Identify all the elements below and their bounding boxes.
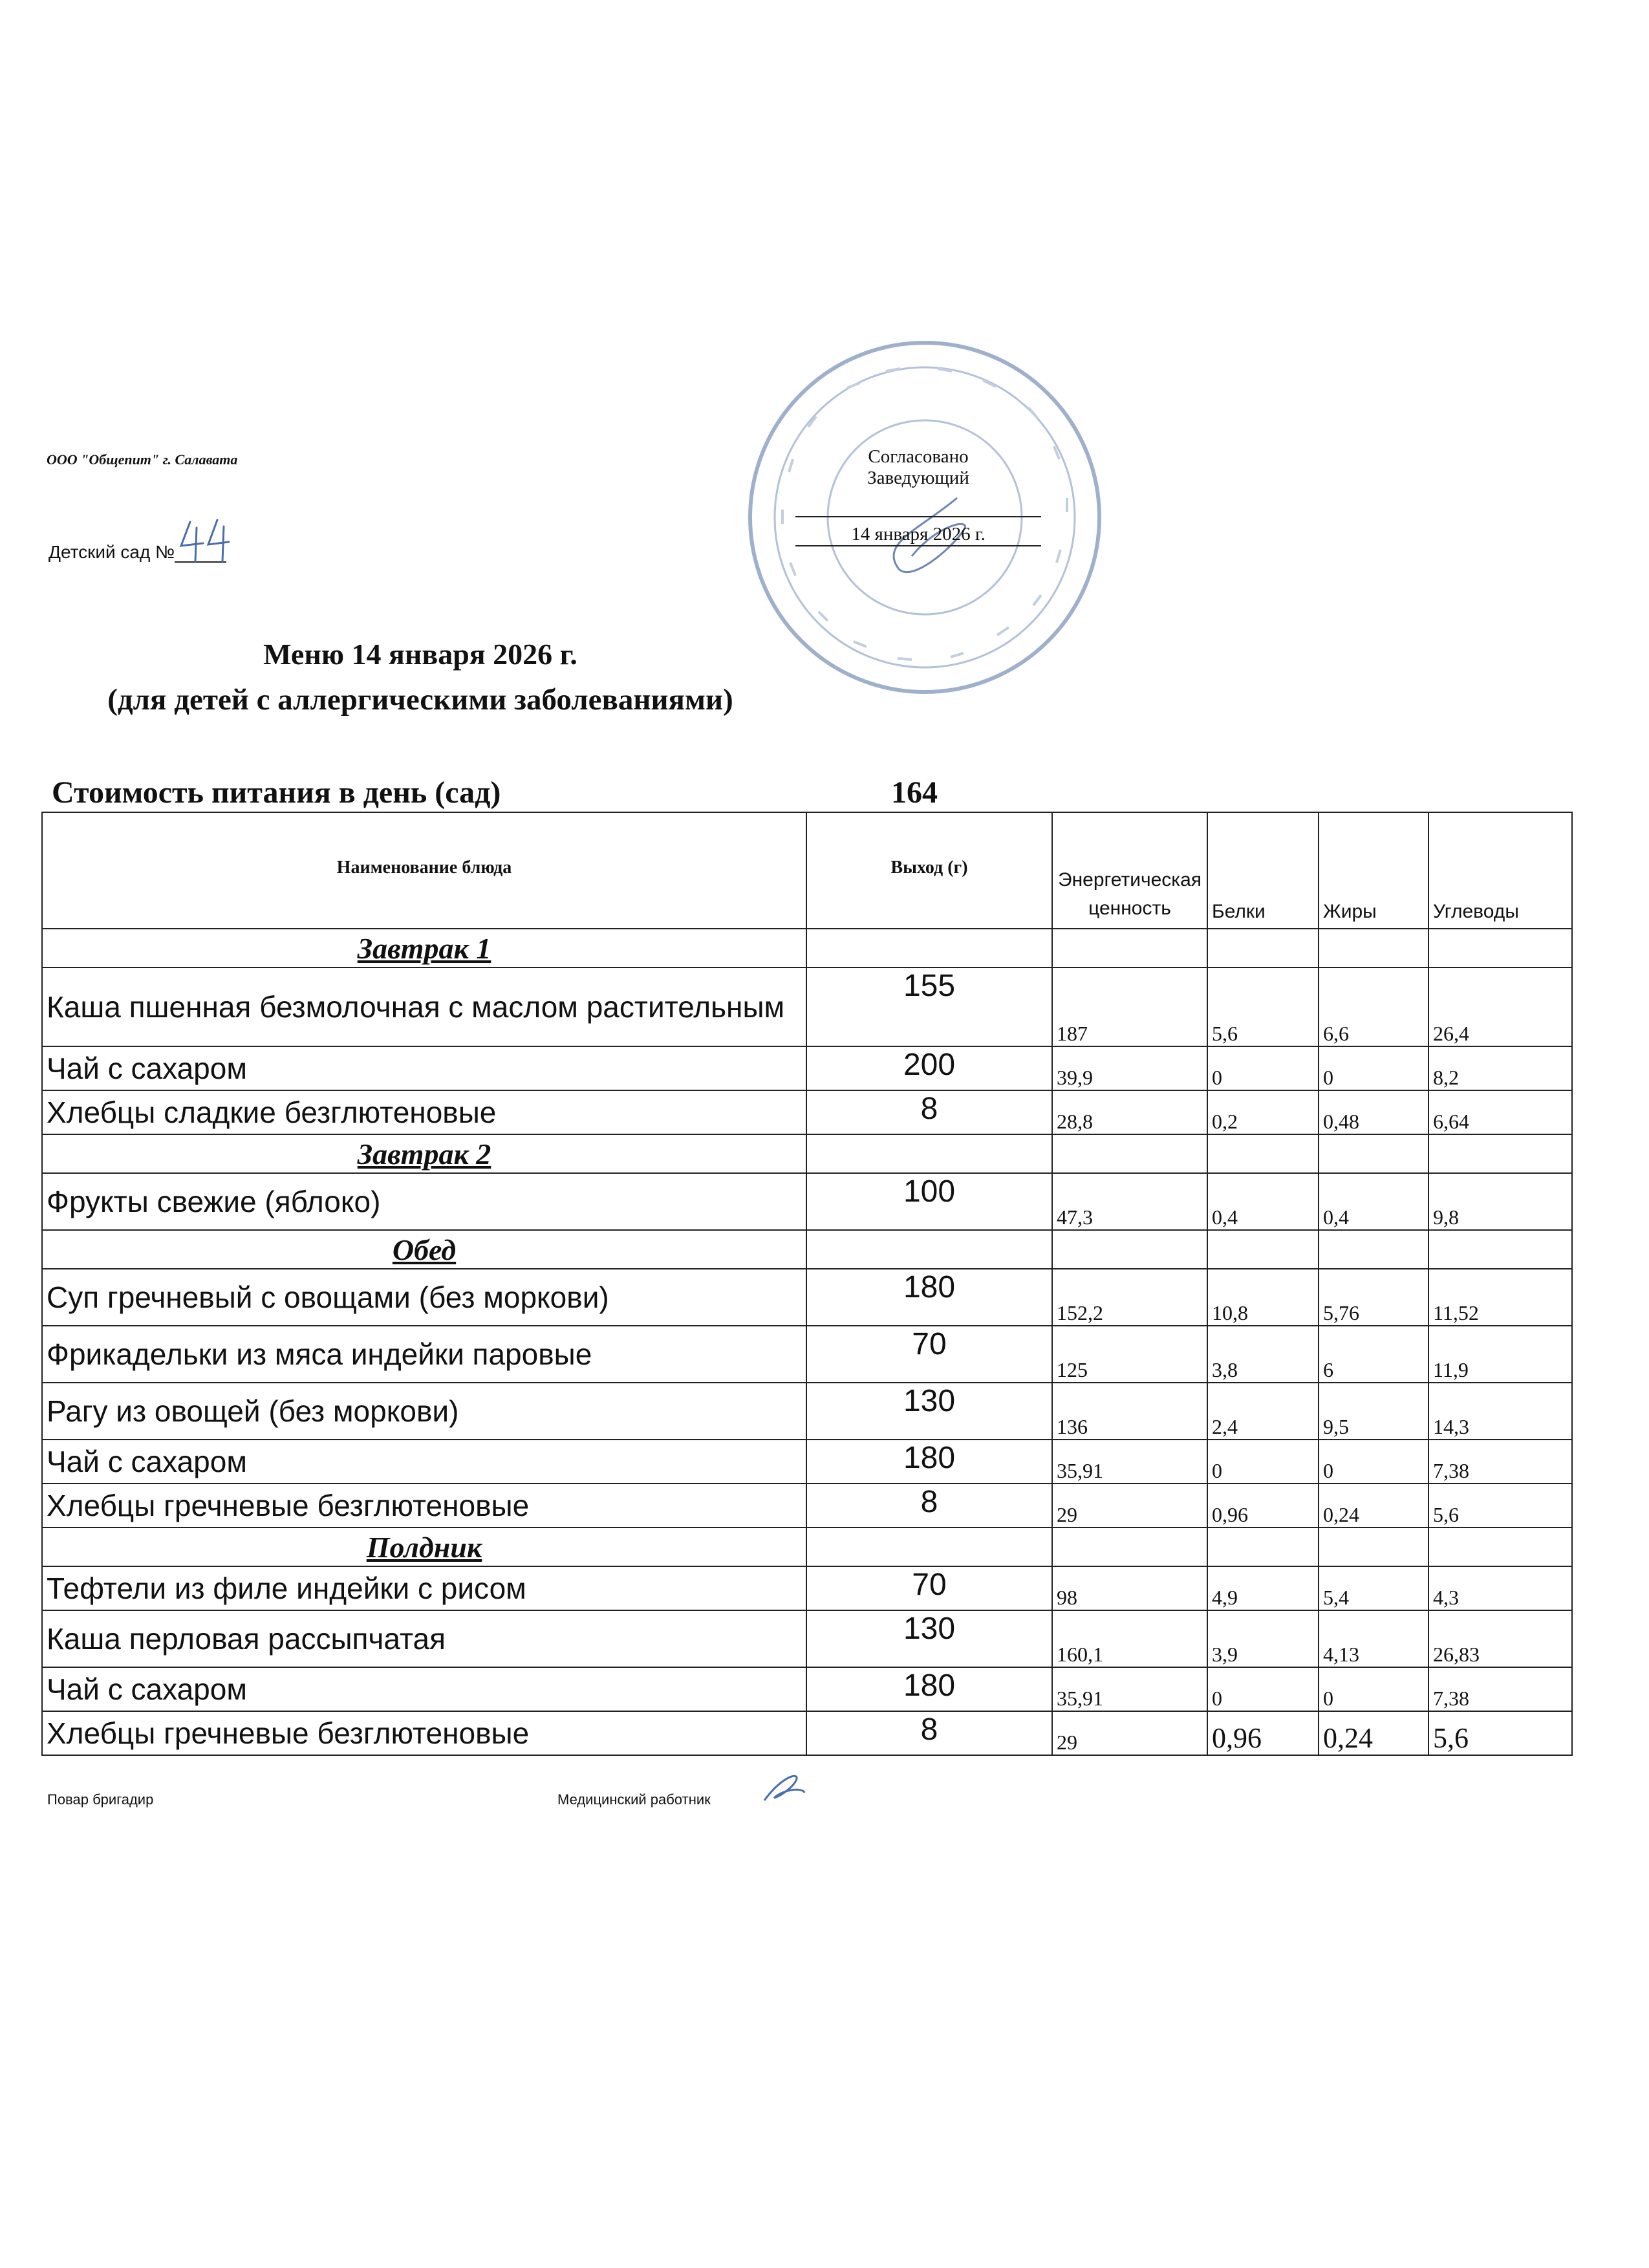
fats-value: 9,5: [1319, 1383, 1428, 1440]
table-header-row: [42, 812, 1572, 929]
dish-name: Каша пшенная безмолочная с маслом растительным: [42, 967, 806, 1046]
organization-name: ООО "Общепит" г. Салавата: [47, 451, 238, 468]
table-row: [42, 1173, 1572, 1230]
medic-label: [557, 1791, 711, 1808]
dish-output: 130: [806, 1610, 1052, 1667]
proteins-value: 0: [1207, 1440, 1319, 1484]
header-proteins: Белки: [1207, 812, 1319, 929]
proteins-value: 5,6: [1207, 967, 1319, 1046]
medic-signature: [758, 1769, 810, 1808]
empty-cell: [1052, 929, 1207, 967]
empty-cell: [1207, 929, 1319, 967]
dish-output: 180: [806, 1440, 1052, 1484]
carbs-value: 26,83: [1428, 1610, 1572, 1667]
section-row: [42, 1134, 1572, 1173]
proteins-value: 3,8: [1207, 1326, 1319, 1383]
proteins-value: 4,9: [1207, 1566, 1319, 1610]
dish-name: Хлебцы гречневые безглютеновые: [42, 1711, 806, 1755]
approval-date: 14 января 2026 г.: [795, 517, 1041, 546]
dish-output: 8: [806, 1090, 1052, 1134]
fats-value: 0,24: [1319, 1711, 1428, 1755]
approval-block: [795, 446, 1041, 546]
header-name: Наименование блюда: [42, 812, 806, 929]
dish-name: Суп гречневый с овощами (без моркови): [42, 1269, 806, 1326]
kindergarten-number-field: [175, 542, 226, 563]
carbs-value: 8,2: [1428, 1046, 1572, 1090]
empty-cell: [806, 1230, 1052, 1269]
medic-label-text: Медицинский работник: [557, 1791, 711, 1808]
energy-value: 98: [1052, 1566, 1207, 1610]
table-row: [42, 1269, 1572, 1326]
energy-value: 35,91: [1052, 1440, 1207, 1484]
header-output: Выход (г): [806, 812, 1052, 929]
header-energy: Энергетическая ценность: [1052, 812, 1207, 929]
dish-output: 180: [806, 1269, 1052, 1326]
carbs-value: 7,38: [1428, 1667, 1572, 1711]
proteins-value: 0,96: [1207, 1484, 1319, 1528]
proteins-value: 0,96: [1207, 1711, 1319, 1755]
empty-cell: [1207, 1230, 1319, 1269]
proteins-value: 0: [1207, 1046, 1319, 1090]
fats-value: 5,4: [1319, 1566, 1428, 1610]
cost-value: 164: [891, 775, 938, 810]
energy-value: 28,8: [1052, 1090, 1207, 1134]
empty-cell: [1428, 1230, 1572, 1269]
table-row: [42, 1383, 1572, 1440]
carbs-value: 4,3: [1428, 1566, 1572, 1610]
menu-table-body: [42, 929, 1572, 1755]
proteins-value: 3,9: [1207, 1610, 1319, 1667]
table-row: [42, 1440, 1572, 1484]
energy-value: 136: [1052, 1383, 1207, 1440]
dish-output: 70: [806, 1566, 1052, 1610]
page-subtitle: (для детей с аллергическими заболеваниями): [107, 683, 733, 717]
empty-cell: [806, 1528, 1052, 1566]
dish-name: Тефтели из филе индейки с рисом: [42, 1566, 806, 1610]
section-title: Завтрак 1: [42, 929, 806, 967]
dish-name: Фрикадельки из мяса индейки паровые: [42, 1326, 806, 1383]
handwritten-number: [177, 519, 235, 564]
fats-value: 0: [1319, 1667, 1428, 1711]
header-fats: Жиры: [1319, 812, 1428, 929]
header-carbs: Углеводы: [1428, 812, 1572, 929]
carbs-value: 11,52: [1428, 1269, 1572, 1326]
dish-name: Фрукты свежие (яблоко): [42, 1173, 806, 1230]
cost-label: Стоимость питания в день (сад): [52, 775, 501, 810]
empty-cell: [1207, 1528, 1319, 1566]
fats-value: 0: [1319, 1440, 1428, 1484]
carbs-value: 5,6: [1428, 1484, 1572, 1528]
dish-name: Рагу из овощей (без моркови): [42, 1383, 806, 1440]
section-title: Завтрак 2: [42, 1134, 806, 1173]
dish-name: Хлебцы гречневые безглютеновые: [42, 1484, 806, 1528]
dish-output: 130: [806, 1383, 1052, 1440]
energy-value: 125: [1052, 1326, 1207, 1383]
energy-value: 160,1: [1052, 1610, 1207, 1667]
empty-cell: [1052, 1134, 1207, 1173]
empty-cell: [1319, 929, 1428, 967]
proteins-value: 0,4: [1207, 1173, 1319, 1230]
fats-value: 4,13: [1319, 1610, 1428, 1667]
fats-value: 0,4: [1319, 1173, 1428, 1230]
empty-cell: [806, 929, 1052, 967]
table-row: [42, 1326, 1572, 1383]
table-row: [42, 1484, 1572, 1528]
energy-value: 152,2: [1052, 1269, 1207, 1326]
dish-output: 100: [806, 1173, 1052, 1230]
empty-cell: [1052, 1528, 1207, 1566]
proteins-value: 0,2: [1207, 1090, 1319, 1134]
proteins-value: 10,8: [1207, 1269, 1319, 1326]
table-row: [42, 1566, 1572, 1610]
carbs-value: 14,3: [1428, 1383, 1572, 1440]
energy-value: 35,91: [1052, 1667, 1207, 1711]
fats-value: 5,76: [1319, 1269, 1428, 1326]
menu-table: [41, 812, 1573, 1756]
approval-position: Заведующий: [867, 468, 969, 488]
proteins-value: 2,4: [1207, 1383, 1319, 1440]
proteins-value: 0: [1207, 1667, 1319, 1711]
table-row: [42, 1610, 1572, 1667]
empty-cell: [1319, 1230, 1428, 1269]
energy-value: 47,3: [1052, 1173, 1207, 1230]
kindergarten-line: [48, 542, 226, 563]
cook-label: Повар бригадир: [47, 1791, 154, 1808]
dish-name: Хлебцы сладкие безглютеновые: [42, 1090, 806, 1134]
energy-value: 39,9: [1052, 1046, 1207, 1090]
dish-output: 8: [806, 1711, 1052, 1755]
kindergarten-label: Детский сад №: [48, 542, 175, 562]
empty-cell: [1052, 1230, 1207, 1269]
empty-cell: [1319, 1528, 1428, 1566]
section-title: Полдник: [42, 1528, 806, 1566]
empty-cell: [1428, 1134, 1572, 1173]
fats-value: 0: [1319, 1046, 1428, 1090]
carbs-value: 9,8: [1428, 1173, 1572, 1230]
dish-output: 155: [806, 967, 1052, 1046]
section-row: [42, 1230, 1572, 1269]
fats-value: 6: [1319, 1326, 1428, 1383]
carbs-value: 5,6: [1428, 1711, 1572, 1755]
energy-value: 29: [1052, 1711, 1207, 1755]
dish-name: Чай с сахаром: [42, 1667, 806, 1711]
dish-name: Каша перловая рассыпчатая: [42, 1610, 806, 1667]
carbs-value: 11,9: [1428, 1326, 1572, 1383]
section-row: [42, 1528, 1572, 1566]
dish-name: Чай с сахаром: [42, 1046, 806, 1090]
fats-value: 0,24: [1319, 1484, 1428, 1528]
section-title: Обед: [42, 1230, 806, 1269]
energy-value: 29: [1052, 1484, 1207, 1528]
page-title: Меню 14 января 2026 г.: [263, 638, 577, 671]
dish-output: 200: [806, 1046, 1052, 1090]
energy-value: 187: [1052, 967, 1207, 1046]
table-row: [42, 1667, 1572, 1711]
table-row: [42, 1046, 1572, 1090]
table-row: [42, 1090, 1572, 1134]
carbs-value: 26,4: [1428, 967, 1572, 1046]
table-row: [42, 1711, 1572, 1755]
table-row: [42, 967, 1572, 1046]
empty-cell: [806, 1134, 1052, 1173]
empty-cell: [1319, 1134, 1428, 1173]
fats-value: 0,48: [1319, 1090, 1428, 1134]
empty-cell: [1428, 1528, 1572, 1566]
dish-output: 8: [806, 1484, 1052, 1528]
fats-value: 6,6: [1319, 967, 1428, 1046]
empty-cell: [1428, 929, 1572, 967]
signature-line: [795, 490, 1041, 517]
approval-heading: Согласовано: [868, 446, 969, 467]
carbs-value: 6,64: [1428, 1090, 1572, 1134]
dish-name: Чай с сахаром: [42, 1440, 806, 1484]
dish-output: 180: [806, 1667, 1052, 1711]
dish-output: 70: [806, 1326, 1052, 1383]
empty-cell: [1207, 1134, 1319, 1173]
carbs-value: 7,38: [1428, 1440, 1572, 1484]
section-row: [42, 929, 1572, 967]
